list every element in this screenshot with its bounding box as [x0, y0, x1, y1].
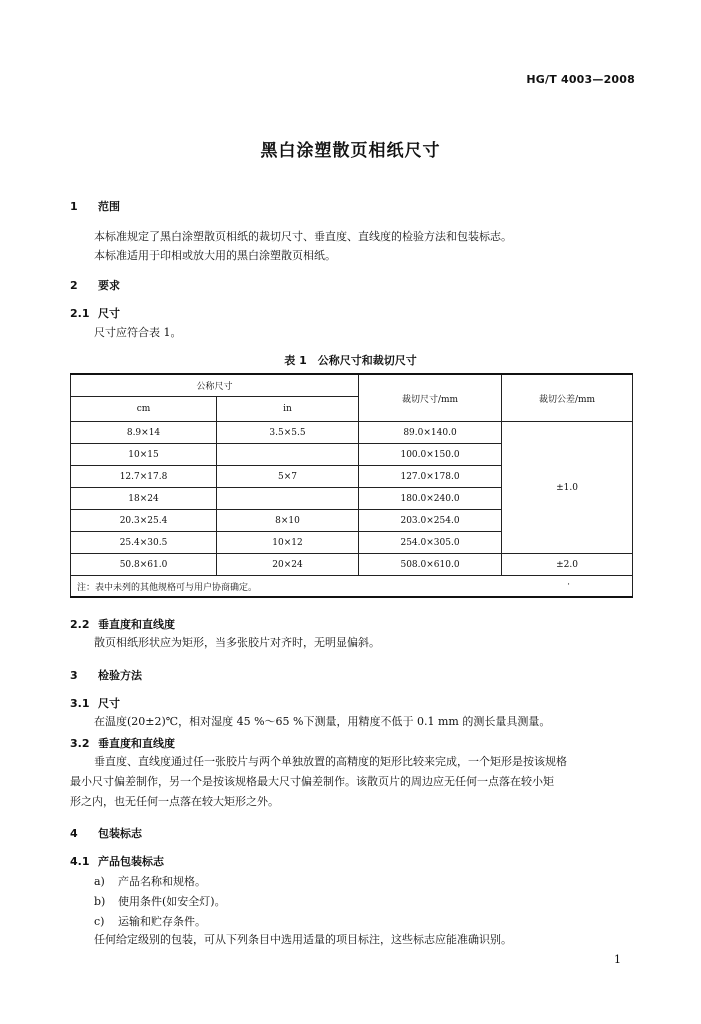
table-note: [71, 576, 633, 598]
table-row: [71, 422, 633, 444]
table-note-text: 注：表中未列的其他规格可与用户协商确定。: [77, 582, 258, 593]
section-3-2-line-1: 垂直度、直线度通过任一张胶片与两个单独放置的高精度的矩形比较来完成，一个矩形是按该规格: [94, 755, 567, 768]
section-2-2-heading: 2.2 垂直度和直线度: [70, 618, 175, 631]
cell-cut: 508.0×610.0: [359, 554, 502, 576]
document-title: 黑白涂塑散页相纸尺寸: [260, 141, 441, 161]
size-table: [70, 373, 633, 598]
cell-in: [217, 444, 359, 466]
section-3-2-heading: 3.2 垂直度和直线度: [70, 737, 175, 750]
section-2-1-text: 尺寸应符合表 1。: [94, 326, 182, 339]
cell-in: 20×24: [217, 554, 359, 576]
cell-cut: 89.0×140.0: [359, 422, 502, 444]
cell-cm: 12.7×17.8: [71, 466, 217, 488]
section-3-1-text: 在温度(20±2)℃，相对湿度 45 %～65 %下测量，用精度不低于 0.1 mm 的测长量具测量。: [94, 715, 551, 728]
section-3-2-line-2: 最小尺寸偏差制作，另一个是按该规格最大尺寸偏差制作。该散页片的周边应无任何一点落在较小矩: [70, 775, 554, 788]
cell-cm: 10×15: [71, 444, 217, 466]
cell-cm: 50.8×61.0: [71, 554, 217, 576]
list-item: a) 产品名称和规格。: [94, 875, 206, 888]
cell-in: 3.5×5.5: [217, 422, 359, 444]
header-in: in: [217, 397, 359, 422]
page-number: 1: [614, 953, 621, 966]
cell-cut: 180.0×240.0: [359, 488, 502, 510]
section-4-1-heading: 4.1 产品包装标志: [70, 855, 164, 868]
section-4-closing: 任何给定级别的包装，可从下列条目中选用适量的项目标注，这些标志应能准确识别。: [94, 933, 512, 946]
cell-cm: 25.4×30.5: [71, 532, 217, 554]
cell-cut: 254.0×305.0: [359, 532, 502, 554]
header-nominal-size: 公称尺寸: [71, 374, 359, 397]
section-3-heading: 3 检验方法: [70, 669, 142, 682]
section-4-heading: 4 包装标志: [70, 827, 142, 840]
cell-in: 8×10: [217, 510, 359, 532]
standard-number: HG/T 4003—2008: [526, 73, 635, 86]
cell-cm: 8.9×14: [71, 422, 217, 444]
table-caption: 表 1 公称尺寸和裁切尺寸: [284, 354, 417, 367]
section-3-1-heading: 3.1 尺寸: [70, 697, 120, 710]
section-2-2-text: 散页相纸形状应为矩形，当多张胶片对齐时，无明显偏斜。: [94, 636, 380, 649]
section-2-heading: 2 要求: [70, 279, 120, 292]
cell-cut: 127.0×178.0: [359, 466, 502, 488]
cell-tolerance-1: ±1.0: [502, 422, 633, 554]
cell-cut: 203.0×254.0: [359, 510, 502, 532]
cell-in: [217, 488, 359, 510]
header-cut-tolerance: 裁切公差/mm: [502, 374, 633, 422]
table-note-mark: ·: [567, 580, 571, 590]
section-1-para-1: 本标准规定了黑白涂塑散页相纸的裁切尺寸、垂直度、直线度的检验方法和包装标志。: [94, 230, 512, 243]
section-2-1-heading: 2.1 尺寸: [70, 307, 120, 320]
cell-cut: 100.0×150.0: [359, 444, 502, 466]
cell-in: 5×7: [217, 466, 359, 488]
header-cut-size: 裁切尺寸/mm: [359, 374, 502, 422]
cell-tolerance-2: ±2.0: [502, 554, 633, 576]
table-row: [71, 554, 633, 576]
list-item: c) 运输和贮存条件。: [94, 915, 206, 928]
section-1-para-2: 本标准适用于印相或放大用的黑白涂塑散页相纸。: [94, 249, 336, 262]
section-1-heading: 1 范围: [70, 200, 120, 213]
cell-in: 10×12: [217, 532, 359, 554]
cell-cm: 20.3×25.4: [71, 510, 217, 532]
header-cm: cm: [71, 397, 217, 422]
list-item: b) 使用条件(如安全灯)。: [94, 895, 226, 908]
section-3-2-line-3: 形之内，也无任何一点落在较大矩形之外。: [70, 795, 279, 808]
cell-cm: 18×24: [71, 488, 217, 510]
